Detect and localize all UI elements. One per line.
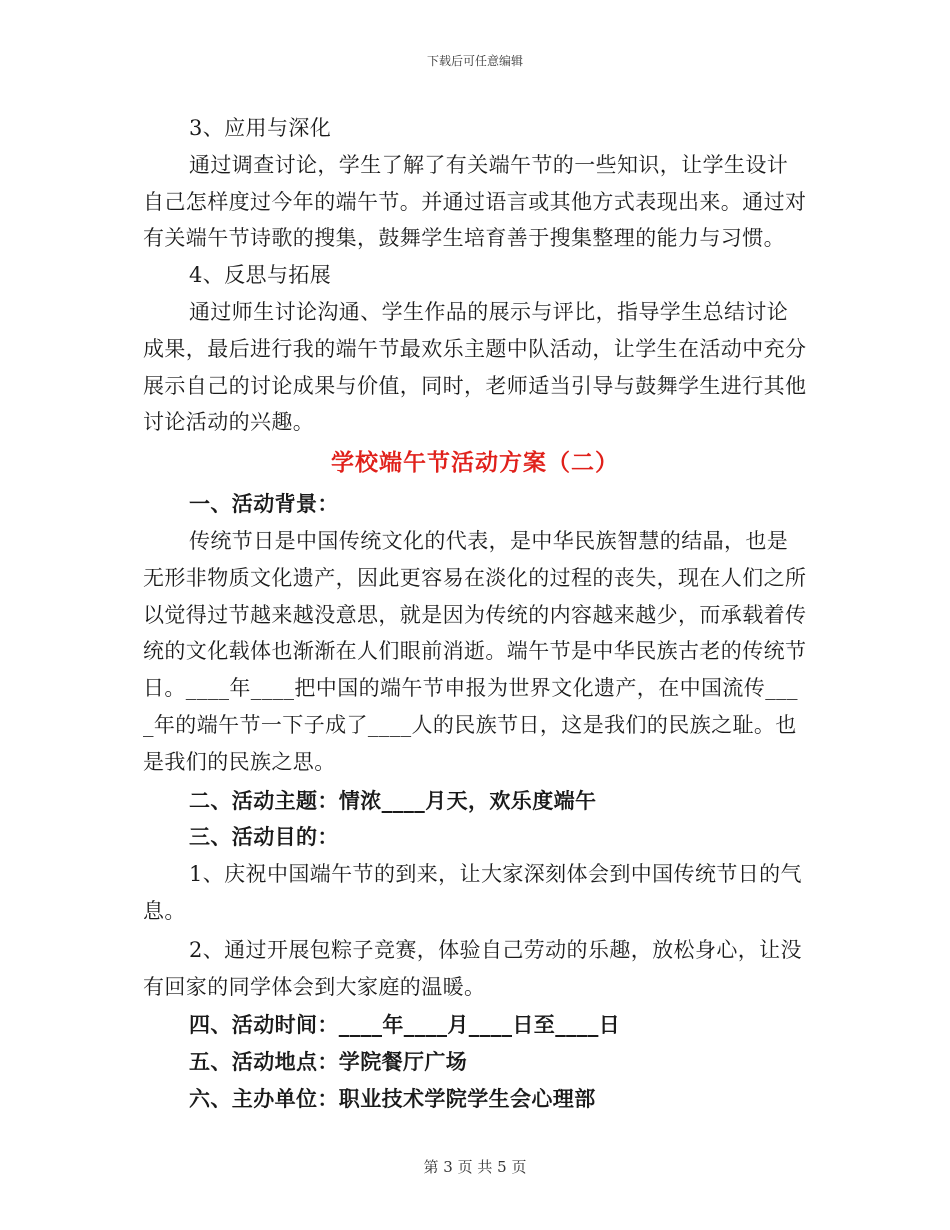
background-body: 传统节日是中国传统文化的代表，是中华民族智慧的结晶，也是无形非物质文化遗产，因此更容易在淡化的过程的丧失，现在人们之所以觉得过节越来越没意思，就是因为传统的内容越来越少，而承载着传统的文化载体也渐渐在人们眼前消逝。端午节是中华民族古老的传统节日。____年____把中国的端午节申报为世界文化遗产，在中国流传____年的端午节一下子成了____人的民族节日，这是我们的民族之耻。也是我们的民族之思。 [143, 528, 807, 774]
plan-title: 学校端午节活动方案（二） [331, 449, 619, 477]
section-4-body: 通过师生讨论沟通、学生作品的展示与评比，指导学生总结讨论成果，最后进行我的端午节最欢乐主题中队活动，让学生在活动中充分展示自己的讨论成果与价值，同时，老师适当引导与鼓舞学生进行其他讨论活动的兴趣。 [143, 299, 807, 435]
place-line: 五、活动地点：学院餐厅广场 [189, 1049, 468, 1075]
organizer-line: 六、主办单位：职业技术学院学生会心理部 [189, 1085, 596, 1111]
purpose-heading: 三、活动目的： [189, 824, 339, 850]
background-heading: 一、活动背景： [189, 491, 339, 517]
theme-line: 二、活动主题：情浓____月天，欢乐度端午 [189, 787, 597, 813]
page-header: 下载后可任意编辑 [426, 54, 523, 68]
time-line: 四、活动时间：____年____月____日至____日 [189, 1012, 621, 1038]
section-3-heading: 3、应用与深化 [189, 116, 332, 140]
section-3-body: 通过调查讨论，学生了解了有关端午节的一些知识，让学生设计自己怎样度过今年的端午节。并通过语言或其他方式表现出来。通过对有关端午节诗歌的搜集，鼓舞学生培育善于搜集整理的能力与习惯。 [143, 152, 807, 251]
document-body [143, 110, 807, 1118]
section-4-heading: 4、反思与拓展 [189, 263, 332, 288]
page-footer: 第 3 页 共 5 页 [423, 1158, 527, 1176]
purpose-item-1: 1、庆祝中国端午节的到来，让大家深刻体会到中国传统节日的气息。 [143, 862, 802, 923]
purpose-item-2: 2、通过开展包粽子竞赛，体验自己劳动的乐趣，放松身心，让没有回家的同学体会到大家庭的温暖。 [143, 937, 802, 999]
